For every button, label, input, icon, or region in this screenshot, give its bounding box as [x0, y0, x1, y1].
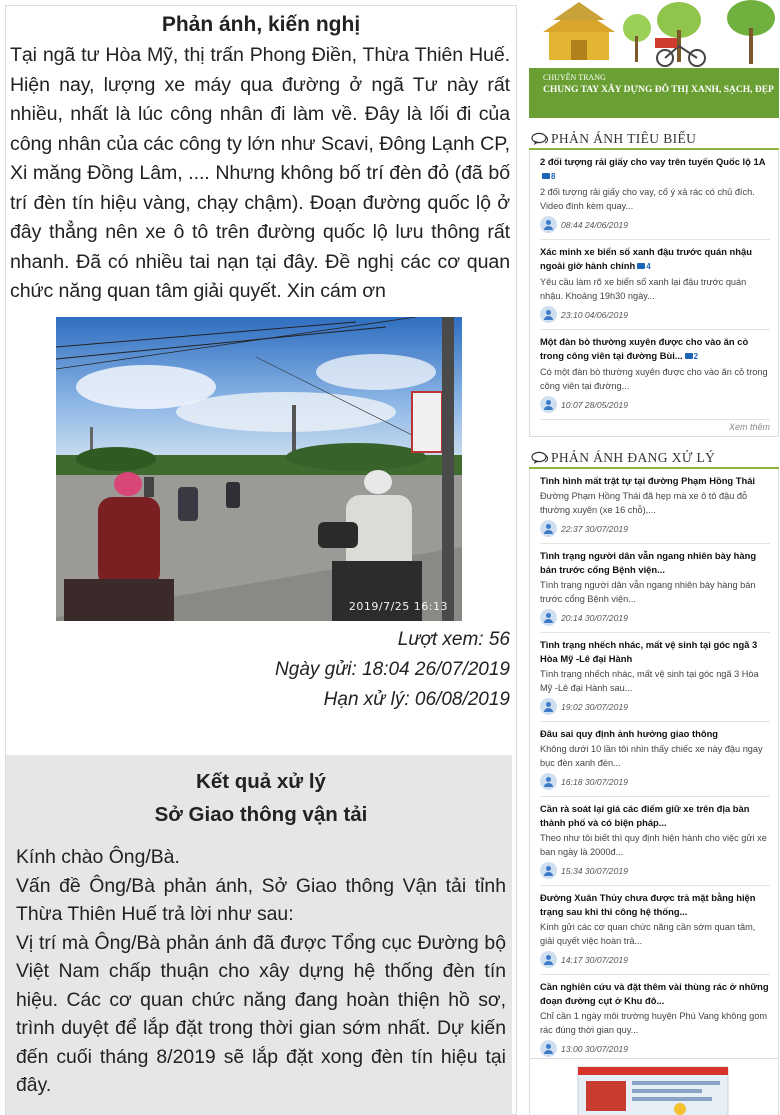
processing-item-desc: Chỉ cần 1 ngày môi trường huyện Phú Vang không gom rác đúng thời gian quy...	[540, 1011, 768, 1035]
user-avatar-icon	[540, 951, 557, 968]
featured-heading: PHẢN ÁNH TIÊU BIỂU	[551, 131, 697, 146]
comments-icon	[531, 451, 551, 465]
user-avatar-icon	[540, 396, 557, 413]
bottom-banner[interactable]	[529, 1058, 779, 1115]
featured-item-time: 23:10 04/06/2019	[540, 306, 770, 323]
report-title: Phản ánh, kiến nghị	[161, 13, 361, 36]
processing-item[interactable]	[540, 544, 770, 633]
featured-item-desc: Yêu cầu làm rõ xe biển số xanh lại đậu trước quán nhậu. Khoảng 19h30 ngày...	[540, 277, 747, 301]
street-scene-image	[56, 317, 462, 621]
banner-text	[529, 72, 779, 97]
processing-item-time: 15:34 30/07/2019	[540, 862, 770, 879]
processing-item-title[interactable]: Tình trạng người dân vẫn ngang nhiên bày hàng bán trước cổng Bệnh viện...	[540, 550, 757, 575]
result-greeting: Kính chào Ông/Bà.	[16, 846, 180, 868]
user-avatar-icon	[540, 306, 557, 323]
processing-item-desc: Tình trạng nhếch nhác, mất vệ sinh tại góc ngã 3 Hòa Mỹ -Lê đại Hành sau...	[540, 669, 759, 693]
processing-list	[529, 469, 779, 1081]
featured-item-desc: 2 đối tượng rải giấy cho vay, cố ý xả rác có chủ đích. Video đính kèm quay...	[540, 187, 755, 211]
featured-item-time: 10:07 28/05/2019	[540, 396, 770, 413]
sent-date: Ngày gửi: 18:04 26/07/2019	[275, 658, 510, 680]
comment-bubble-icon	[542, 173, 550, 179]
processing-item[interactable]	[540, 633, 770, 722]
processing-item-desc: Không dưới 10 lần tôi nhìn thấy chiếc xe này đậu ngay bục đèn xanh đèn...	[540, 744, 763, 768]
deadline: Hạn xử lý: 06/08/2019	[323, 688, 510, 710]
report-panel	[5, 5, 517, 1115]
featured-item-time: 08:44 24/06/2019	[540, 216, 770, 233]
comment-bubble-icon	[637, 263, 645, 269]
user-avatar-icon	[540, 773, 557, 790]
processing-item-time: 19:02 30/07/2019	[540, 698, 770, 715]
processing-item-desc: Đường Phạm Hồng Thái đã hẹp mà xe ô tô đậu đỗ thường xuyên (xe 16 chỗ),...	[540, 491, 748, 515]
bottom-banner-image	[530, 1059, 779, 1115]
processing-item-desc: Kính gửi các cơ quan chức năng cần sớm quan tâm, giải quyết việc hoàn trả...	[540, 922, 756, 946]
processing-item-title[interactable]: Đâu sai quy định ảnh hưởng giao thông	[540, 728, 719, 739]
featured-item[interactable]	[540, 240, 770, 330]
user-avatar-icon	[540, 609, 557, 626]
view-count: Lượt xem: 56	[397, 628, 510, 650]
photo-timestamp: 2019/7/25 16:13	[348, 599, 448, 613]
report-meta	[6, 625, 516, 715]
user-avatar-icon	[540, 862, 557, 879]
comment-count: 2	[693, 352, 699, 361]
processing-item-title[interactable]: Cần rà soát lại giá các điểm giữ xe trên địa bàn thành phố và có biện pháp...	[540, 803, 750, 828]
user-avatar-icon	[540, 520, 557, 537]
result-title: Kết quả xử lý	[196, 770, 326, 793]
processing-item-time: 16:18 30/07/2019	[540, 773, 770, 790]
comment-count: 4	[646, 262, 651, 271]
result-body	[10, 837, 512, 1100]
featured-more-link[interactable]: Xem thêm	[728, 422, 770, 432]
result-organization: Sở Giao thông vận tải	[154, 803, 368, 826]
featured-section-header	[529, 130, 779, 150]
featured-item-desc: Có một đàn bò thường xuyên được cho vào ăn cỏ trong công viên tại đường...	[540, 367, 768, 391]
comment-count: 8	[551, 172, 556, 181]
processing-item-title[interactable]: Tình hình mất trật tự tại đường Phạm Hồng Thái	[540, 475, 756, 486]
featured-item[interactable]	[540, 330, 770, 420]
banner-kicker: CHUYÊN TRANG	[543, 73, 606, 82]
result-panel	[6, 755, 512, 1115]
banner-title: CHUNG TAY XÂY DỰNG ĐÔ THỊ XANH, SẠCH, ĐẸP	[543, 85, 774, 95]
report-body: Tại ngã tư Hòa Mỹ, thị trấn Phong Điền, Thừa Thiên Huế. Hiện nay, lượng xe máy qua đường ở ngã Tư này rất nhiều, nhất là lúc công nhân đi làm về. Đây là lối đi của công nhân của các công ty lớn như Scavi, Đông Lạnh CP, Xi măng Đồng Lâm, .... Nhưng không bố trí đèn đỏ (đã bố trí đèn tín hiệu vàng, chạy chậm). Đoạn đường quốc lộ ở đây thẳng nên xe ô tô trên đường quốc lộ lưu thông rất nhanh. Đã có nhiều tai nạn tại đây. Đề nghị các cơ quan chức năng quan tâm giải quyết. Xin cám ơn	[10, 44, 510, 302]
processing-item-desc: Tình trạng người dân vẫn ngang nhiên bày hàng bán trước cổng Bệnh viện...	[540, 580, 756, 604]
comment-bubble-icon	[685, 353, 693, 359]
processing-item-title[interactable]: Cần nghiên cứu và đặt thêm vài thùng rác ở những đoạn đường cụt ở Khu đô...	[540, 981, 769, 1006]
featured-list	[529, 150, 779, 437]
banner-scene	[529, 0, 779, 68]
banner-illustration	[529, 0, 779, 68]
user-avatar-icon	[540, 698, 557, 715]
processing-item-title[interactable]: Tình trạng nhếch nhác, mất vệ sinh tại góc ngã 3 Hòa Mỹ -Lê đại Hành	[540, 639, 758, 664]
processing-item[interactable]	[540, 975, 770, 1064]
processing-item-time: 14:17 30/07/2019	[540, 951, 770, 968]
processing-item-time: 22:37 30/07/2019	[540, 520, 770, 537]
processing-item[interactable]	[540, 722, 770, 797]
processing-item[interactable]	[540, 469, 770, 544]
processing-item-title[interactable]: Đường Xuân Thủy chưa được trả mặt bằng hiện trạng sau khi thi công hệ thống...	[540, 892, 756, 917]
processing-item-time: 13:00 30/07/2019	[540, 1040, 770, 1057]
processing-item-time: 20:14 30/07/2019	[540, 609, 770, 626]
sidebar	[529, 0, 779, 1081]
featured-item-title[interactable]: 2 đối tượng rải giấy cho vay trên tuyến Quốc lộ 1A8	[540, 156, 766, 181]
result-answer: Vị trí mà Ông/Bà phản ánh đã được Tổng cục Đường bộ Việt Nam chấp thuận cho xây dựng hệ thống đèn tín hiệu. Các cơ quan chức năng đang hoàn thiện hồ sơ, trình duyệt để lắp đặt trong thời gian sớm nhất. Dự kiến đến cuối tháng 8/2019 sẽ lắp đặt xong đèn tín hiệu tại đây.	[16, 931, 506, 1096]
processing-section-header	[529, 449, 779, 469]
featured-item-title[interactable]: Một đàn bò thường xuyên được cho vào ăn cỏ trong công viên tại đường Bùi... 2	[540, 336, 749, 361]
processing-heading: PHẢN ÁNH ĐANG XỬ LÝ	[551, 450, 716, 465]
comments-icon	[531, 132, 551, 146]
featured-item-title[interactable]: Xác minh xe biển số xanh đậu trước quán nhậu ngoài giờ hành chính 4	[540, 246, 752, 271]
processing-item-desc: Theo như tôi biết thì quy định hiện hành cho việc gửi xe ban ngày là 2000đ...	[540, 833, 767, 857]
featured-item[interactable]	[540, 150, 770, 240]
report-photo[interactable]	[56, 317, 462, 621]
user-avatar-icon	[540, 216, 557, 233]
processing-item[interactable]	[540, 797, 770, 886]
user-avatar-icon	[540, 1040, 557, 1057]
result-intro: Vấn đề Ông/Bà phản ánh, Sở Giao thông Vận tải tỉnh Thừa Thiên Huế trả lời như sau:	[16, 874, 506, 925]
green-city-banner[interactable]	[529, 0, 779, 118]
processing-item[interactable]	[540, 886, 770, 975]
